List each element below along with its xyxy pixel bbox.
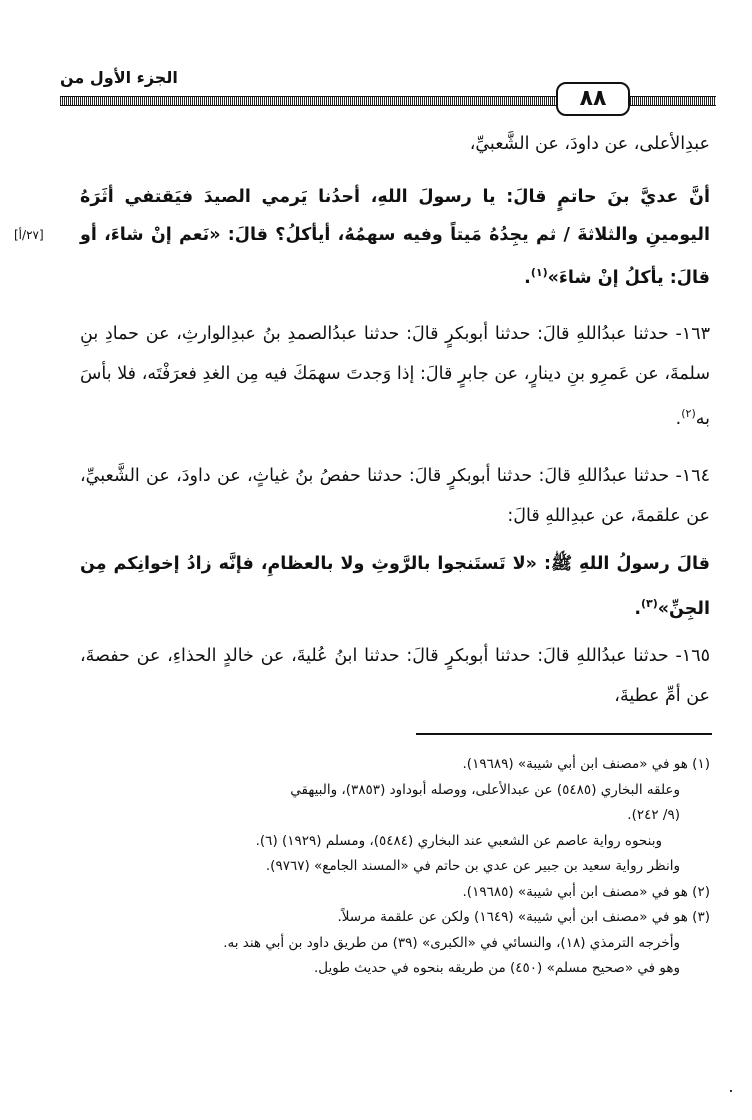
hadith-text-2-body: قالَ رسولُ اللهِ ﷺ: «لا تَستَنجوا بالرَّوثِ ولا بالعظامِ، فإنَّه زادُ إخوانِكم مِن الجِنِّ»	[80, 554, 710, 619]
hadith-text-1: أنَّ عديَّ بنَ حاتمٍ قالَ: يا رسولَ اللهِ، أحدُنا يَرمي الصيدَ فيَقتفي أثَرَهُ اليومينِ والثلاثةَ / ثم يجِدُهُ مَيتاً وفيه سهمُهُ، أيأكلُ؟ قالَ: «نَعم إنْ شاءَ، أو قالَ: يأكلُ إنْ شاءَ»$^{(١)}$.	[80, 187, 710, 288]
footnote-line: (٩/ ٢٤٢).	[627, 807, 680, 823]
footnote-ref-2: (٢)	[681, 407, 696, 420]
paragraph-165: ١٦٥- حدثنا عبدُاللهِ قالَ: حدثنا أبوبكرٍ قالَ: حدثنا ابنُ عُليةَ، عن خالدٍ الحذاءِ، عن حفصةَ، عن أمِّ عطيةَ،	[80, 646, 710, 706]
hadith-text-1-body: أنَّ عديَّ بنَ حاتمٍ قالَ: يا رسولَ اللهِ، أحدُنا يَرمي الصيدَ فيَقتفي أثَرَهُ اليومينِ والثلاثةَ / ثم يجِدُهُ مَيتاً وفيه سهمُهُ، أيأكلُ؟ قالَ: «نَعم إنْ شاءَ، أو قالَ: يأكلُ إنْ شاءَ»	[80, 187, 710, 288]
footnote-ref-1: (١)	[530, 266, 548, 279]
footnote-line: وأخرجه الترمذي (١٨)، والنسائي في «الكبرى» (٣٩) من طريق داود بن أبي هند به.	[223, 934, 680, 951]
paragraph-164: ١٦٤- حدثنا عبدُاللهِ قالَ: حدثنا أبوبكرٍ قالَ: حدثنا حفصُ بنُ غياثٍ، عن داودَ، عن الشَّعبيِّ، عن علقمةَ، عن عبدِاللهِ قالَ:	[80, 466, 710, 526]
footnote-line: وعلقه البخاري (٥٤٨٥) عن عبدالأعلى، ووصله أبوداود (٣٨٥٣)، والبيهقي	[290, 781, 680, 798]
footnotes	[80, 752, 710, 982]
page-header	[60, 66, 716, 114]
footnote-line: (١) هو في «مصنف ابن أبي شيبة» (١٩٦٨٩).	[462, 756, 710, 772]
footnote-line: (٢) هو في «مصنف ابن أبي شيبة» (١٩٦٨٥).	[462, 883, 710, 900]
footnote-line: وانظر رواية سعيد بن جبير عن عدي بن حاتم في «المسند الجامع» (٩٧٦٧).	[265, 858, 680, 874]
scan-speck	[730, 1090, 732, 1092]
running-title: الجزء الأول من	[60, 68, 178, 87]
hadith-text-2: قالَ رسولُ اللهِ ﷺ: «لا تَستَنجوا بالرَّوثِ ولا بالعظامِ، فإنَّه زادُ إخوانِكم مِن الجِنِّ»$^{(٣)}$.	[80, 554, 710, 619]
paragraph-1: عبدِالأعلى، عن داودَ، عن الشَّعبيِّ،	[469, 134, 710, 154]
paragraph-163: ١٦٣- حدثنا عبدُاللهِ قالَ: حدثنا أبوبكرٍ قالَ: حدثنا عبدُالصمدِ بنُ عبدِالوارثِ، عن حمادِ بنِ سلمةَ، عن عَمرِو بنِ دينارٍ، عن جابرٍ قالَ: إذا وَجدتَ سهمَكَ فيه مِن الغدِ فعرَفْتَه، فلا بأسَ به$^{(٢)}$.	[80, 324, 710, 429]
marginal-folio-note: [٢٧/أ]	[14, 228, 44, 242]
page-number: ٨٨	[556, 82, 630, 116]
footnote-ref-3: (٣)	[640, 597, 658, 610]
footnote-separator	[416, 733, 712, 735]
footnote-line: وهو في «صحيح مسلم» (٤٥٠) من طريقه بنحوه في حديث طويل.	[313, 960, 680, 976]
footnote-line: وبنحوه رواية عاصم عن الشعبي عند البخاري (٥٤٨٤)، ومسلم (١٩٢٩) (٦).	[255, 832, 662, 849]
footnote-line: (٣) هو في «مصنف ابن أبي شيبة» (١٦٤٩) ولكن عن علقمة مرسلاً.	[337, 909, 710, 925]
paragraph-163-text: ١٦٣- حدثنا عبدُاللهِ قالَ: حدثنا أبوبكرٍ قالَ: حدثنا عبدُالصمدِ بنُ عبدِالوارثِ، عن حمادِ بنِ سلمةَ، عن عَمرِو بنِ دينارٍ، عن جابرٍ قالَ: إذا وَجدتَ سهمَكَ فيه مِن الغدِ فعرَفْتَه، فلا بأسَ به	[80, 324, 710, 429]
